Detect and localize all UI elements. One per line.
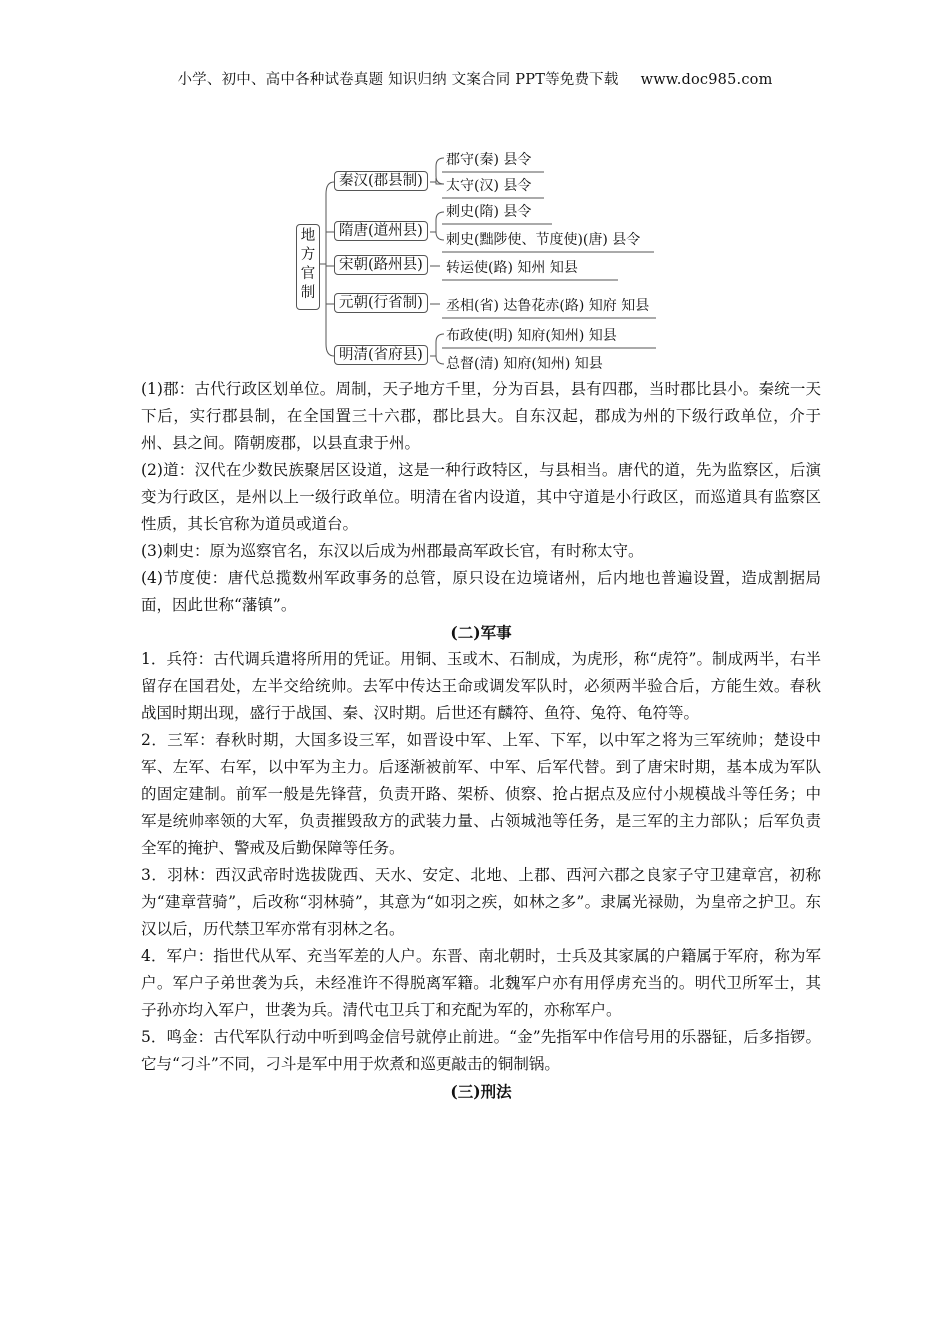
paragraph: (4)节度使：唐代总揽数州军政事务的总管，原只设在边境诸州，后内地也普遍设置，造成割据局面，因此世称“藩镇”。 xyxy=(141,569,821,614)
branch-label: 隋唐(道州县) xyxy=(334,221,428,241)
leaf-item: 总督(清) 知府(知州) 知县 xyxy=(446,356,603,372)
local-official-system-diagram xyxy=(290,144,670,374)
paragraph: 2．三军：春秋时期，大国多设三军，如晋设中军、上军、下军，以中军之将为三军统帅；楚设中军、左军、右军，以中军为主力。后逐渐被前军、中军、后军代替。到了唐宋时期，基本成为军队的固定建制。前军一般是先锋营，负责开路、架桥、侦察、抢占据点及应付小规模战斗等任务；中军是统帅率领的大军，负责摧毁敌方的武装力量、占领城池等任务，是三军的主力部队；后军负责全军的掩护、警戒及后勤保障等任务。 xyxy=(141,731,821,857)
paragraph: 5．鸣金：古代军队行动中听到鸣金信号就停止前进。“金”先指军中作信号用的乐器钲，后多指锣。它与“刁斗”不同，刁斗是军中用于炊煮和巡更敲击的铜制锅。 xyxy=(141,1028,821,1073)
branch-label: 秦汉(郡县制) xyxy=(334,171,428,191)
branch-label: 元朝(行省制) xyxy=(334,293,428,313)
header-url: www.doc985.com xyxy=(640,72,773,88)
leaf-item: 布政使(明) 知府(知州) 知县 xyxy=(446,328,617,344)
paragraph: (3)刺史：原为巡察官名，东汉以后成为州郡最高军政长官，有时称太守。 xyxy=(141,542,644,560)
section-title-criminal-law: (三)刑法 xyxy=(450,1082,512,1101)
page-header xyxy=(0,68,950,89)
leaf-item: 太守(汉) 县令 xyxy=(446,178,532,194)
main-content xyxy=(141,376,821,1105)
paragraph: (2)道：汉代在少数民族聚居区设道，这是一种行政特区，与县相当。唐代的道，先为监察区，后演变为行政区，是州以上一级行政单位。明清在省内设道，其中守道是小行政区，而巡道具有监察区性质，其长官称为道员或道台。 xyxy=(141,461,821,533)
leaf-item: 郡守(秦) 县令 xyxy=(446,152,532,168)
branch-label: 宋朝(路州县) xyxy=(334,255,428,275)
branch-qin-han xyxy=(334,171,428,191)
paragraph: 3．羽林：西汉武帝时选拔陇西、天水、安定、北地、上郡、西河六郡之良家子守卫建章宫，初称为“建章营骑”，后改称“羽林骑”，其意为“如羽之疾，如林之多”。隶属光禄勋，为皇帝之护卫。东汉以后，历代禁卫军亦常有羽林之名。 xyxy=(141,866,821,938)
branch-ming-qing xyxy=(334,345,428,365)
leaf-item: 丞相(省) 达鲁花赤(路) 知府 知县 xyxy=(446,298,650,314)
diagram-root: 地方官制 xyxy=(296,224,320,310)
paragraph: 4．军户：指世代从军、充当军差的人户。东晋、南北朝时，士兵及其家属的户籍属于军府，称为军户。军户子弟世袭为兵，未经准许不得脱离军籍。北魏军户亦有用俘虏充当的。明代卫所军士，其子孙亦均入军户，世袭为兵。清代屯卫兵丁和充配为军的，亦称军户。 xyxy=(141,947,821,1019)
leaf-item: 刺史(黜陟使、节度使)(唐) 县令 xyxy=(446,232,641,248)
branch-label: 明清(省府县) xyxy=(334,345,428,365)
paragraph: 1．兵符：古代调兵遣将所用的凭证。用铜、玉或木、石制成，为虎形，称“虎符”。制成两半，右半留存在国君处，左半交给统帅。去军中传达王命或调发军队时，必须两半验合后，方能生效。春秋战国时期出现，盛行于战国、秦、汉时期。后世还有麟符、鱼符、兔符、龟符等。 xyxy=(141,650,821,722)
header-text: 小学、初中、高中各种试卷真题 知识归纳 文案合同 PPT等免费下载 xyxy=(177,72,619,88)
leaf-item: 刺史(隋) 县令 xyxy=(446,204,532,220)
paragraph: (1)郡：古代行政区划单位。周制，天子地方千里，分为百县，县有四郡，当时郡比县小。秦统一天下后，实行郡县制，在全国置三十六郡，郡比县大。自东汉起，郡成为州的下级行政单位，介于州、县之间。隋朝废郡，以县直隶于州。 xyxy=(141,380,821,452)
branch-song xyxy=(334,255,428,275)
branch-sui-tang xyxy=(334,221,428,241)
leaf-item: 转运使(路) 知州 知县 xyxy=(446,260,578,276)
section-title-military: (二)军事 xyxy=(450,623,512,642)
branch-yuan xyxy=(334,293,428,313)
